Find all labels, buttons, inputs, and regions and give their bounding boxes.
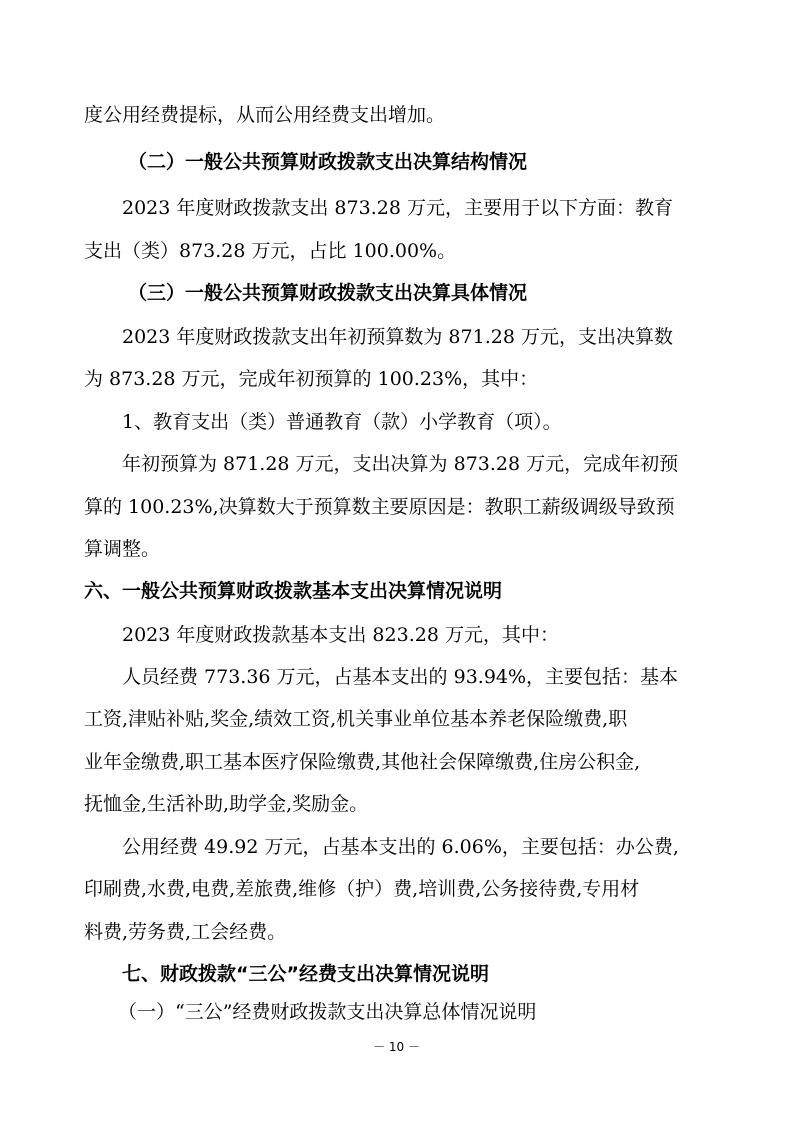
paragraph-line: 公用经费 49.92 万元，占基本支出的 6.06%，主要包括：办公费, bbox=[122, 836, 679, 858]
paragraph-line: 1、教育支出（类）普通教育（款）小学教育（项）。 bbox=[122, 411, 562, 433]
paragraph-line: 2023 年度财政拨款支出年初预算数为 871.28 万元，支出决算数 bbox=[122, 326, 673, 348]
paragraph-line: 印刷费,水费,电费,差旅费,维修（护）费,培训费,公务接待费,专用材 bbox=[84, 878, 640, 900]
paragraph-line: 支出（类）873.28 万元，占比 100.00%。 bbox=[84, 240, 457, 262]
paragraph-line: 人员经费 773.36 万元，占基本支出的 93.94%，主要包括：基本 bbox=[122, 666, 679, 688]
paragraph-line: 年初预算为 871.28 万元，支出决算为 873.28 万元，完成年初预 bbox=[122, 453, 679, 475]
paragraph-line: 业年金缴费,职工基本医疗保险缴费,其他社会保障缴费,住房公积金, bbox=[84, 751, 641, 773]
paragraph-line: 2023 年度财政拨款支出 873.28 万元，主要用于以下方面：教育 bbox=[122, 197, 673, 219]
paragraph-line: 2023 年度财政拨款基本支出 823.28 万元，其中： bbox=[122, 624, 559, 646]
paragraph-line: 抚恤金,生活补助,助学金,奖励金。 bbox=[84, 793, 369, 815]
paragraph-line: 工资,津贴补贴,奖金,绩效工资,机关事业单位基本养老保险缴费,职 bbox=[84, 708, 628, 730]
paragraph-line: 算调整。 bbox=[84, 538, 161, 560]
paragraph-line: 算的 100.23%,决算数大于预算数主要原因是：教职工薪级调级导致预 bbox=[84, 496, 675, 518]
section-heading: （二）一般公共预算财政拨款支出决算结构情况 bbox=[128, 151, 528, 173]
paragraph-line: 为 873.28 万元，完成年初预算的 100.23%，其中： bbox=[84, 368, 539, 390]
page-number: － 10 － bbox=[373, 1040, 420, 1054]
paragraph-line: 料费,劳务费,工会经费。 bbox=[84, 921, 287, 943]
paragraph-line: 度公用经费提标，从而公用经费支出增加。 bbox=[84, 104, 446, 126]
section-heading: 六、一般公共预算财政拨款基本支出决算情况说明 bbox=[84, 580, 503, 602]
section-heading: （三）一般公共预算财政拨款支出决算具体情况 bbox=[128, 282, 528, 304]
subsection-heading: （一）“三公”经费财政拨款支出决算总体情况说明 bbox=[118, 1001, 537, 1023]
section-heading: 七、财政拨款“三公”经费支出决算情况说明 bbox=[122, 963, 489, 985]
